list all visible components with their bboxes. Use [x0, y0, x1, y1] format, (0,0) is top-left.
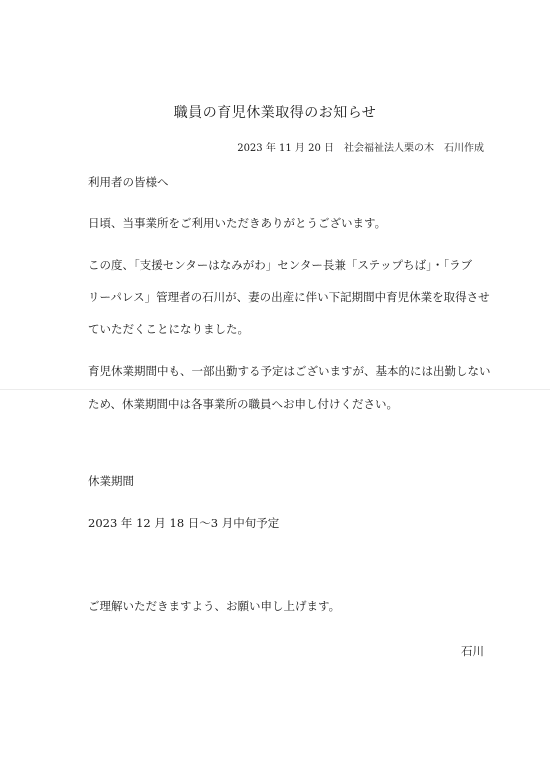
body-paragraph-1-line-3: ていただくことになりました。 — [88, 322, 249, 336]
period-label: 休業期間 — [88, 474, 134, 488]
body-paragraph-1-line-1: この度、「支援センターはなみがわ」センター長兼「ステップちば」・「ラブ — [88, 258, 473, 272]
body-paragraph-2-line-1: 育児休業期間中も、一部出勤する予定はございますが、基本的には出勤しない — [88, 364, 491, 378]
scan-artifact-line — [0, 389, 550, 390]
document-title: 職員の育児休業取得のお知らせ — [173, 105, 377, 121]
date-and-author: 2023 年 11 月 20 日 社会福祉法人栗の木 石川作成 — [237, 143, 484, 154]
body-paragraph-2-line-2: ため、休業期間中は各事業所の職員へお申し付けください。 — [88, 397, 399, 411]
greeting-paragraph: 日頃、当事業所をご利用いただきありがとうございます。 — [88, 216, 387, 230]
signature: 石川 — [461, 644, 484, 658]
period-value: 2023 年 12 月 18 日～3 月中旬予定 — [88, 516, 280, 530]
closing-sentence: ご理解いただきますよう、お願い申し上げます。 — [88, 599, 341, 613]
body-paragraph-1-line-2: リーパレス」管理者の石川が、妻の出産に伴い下記期間中育児休業を取得させ — [88, 290, 490, 304]
salutation: 利用者の皆様へ — [88, 175, 169, 189]
